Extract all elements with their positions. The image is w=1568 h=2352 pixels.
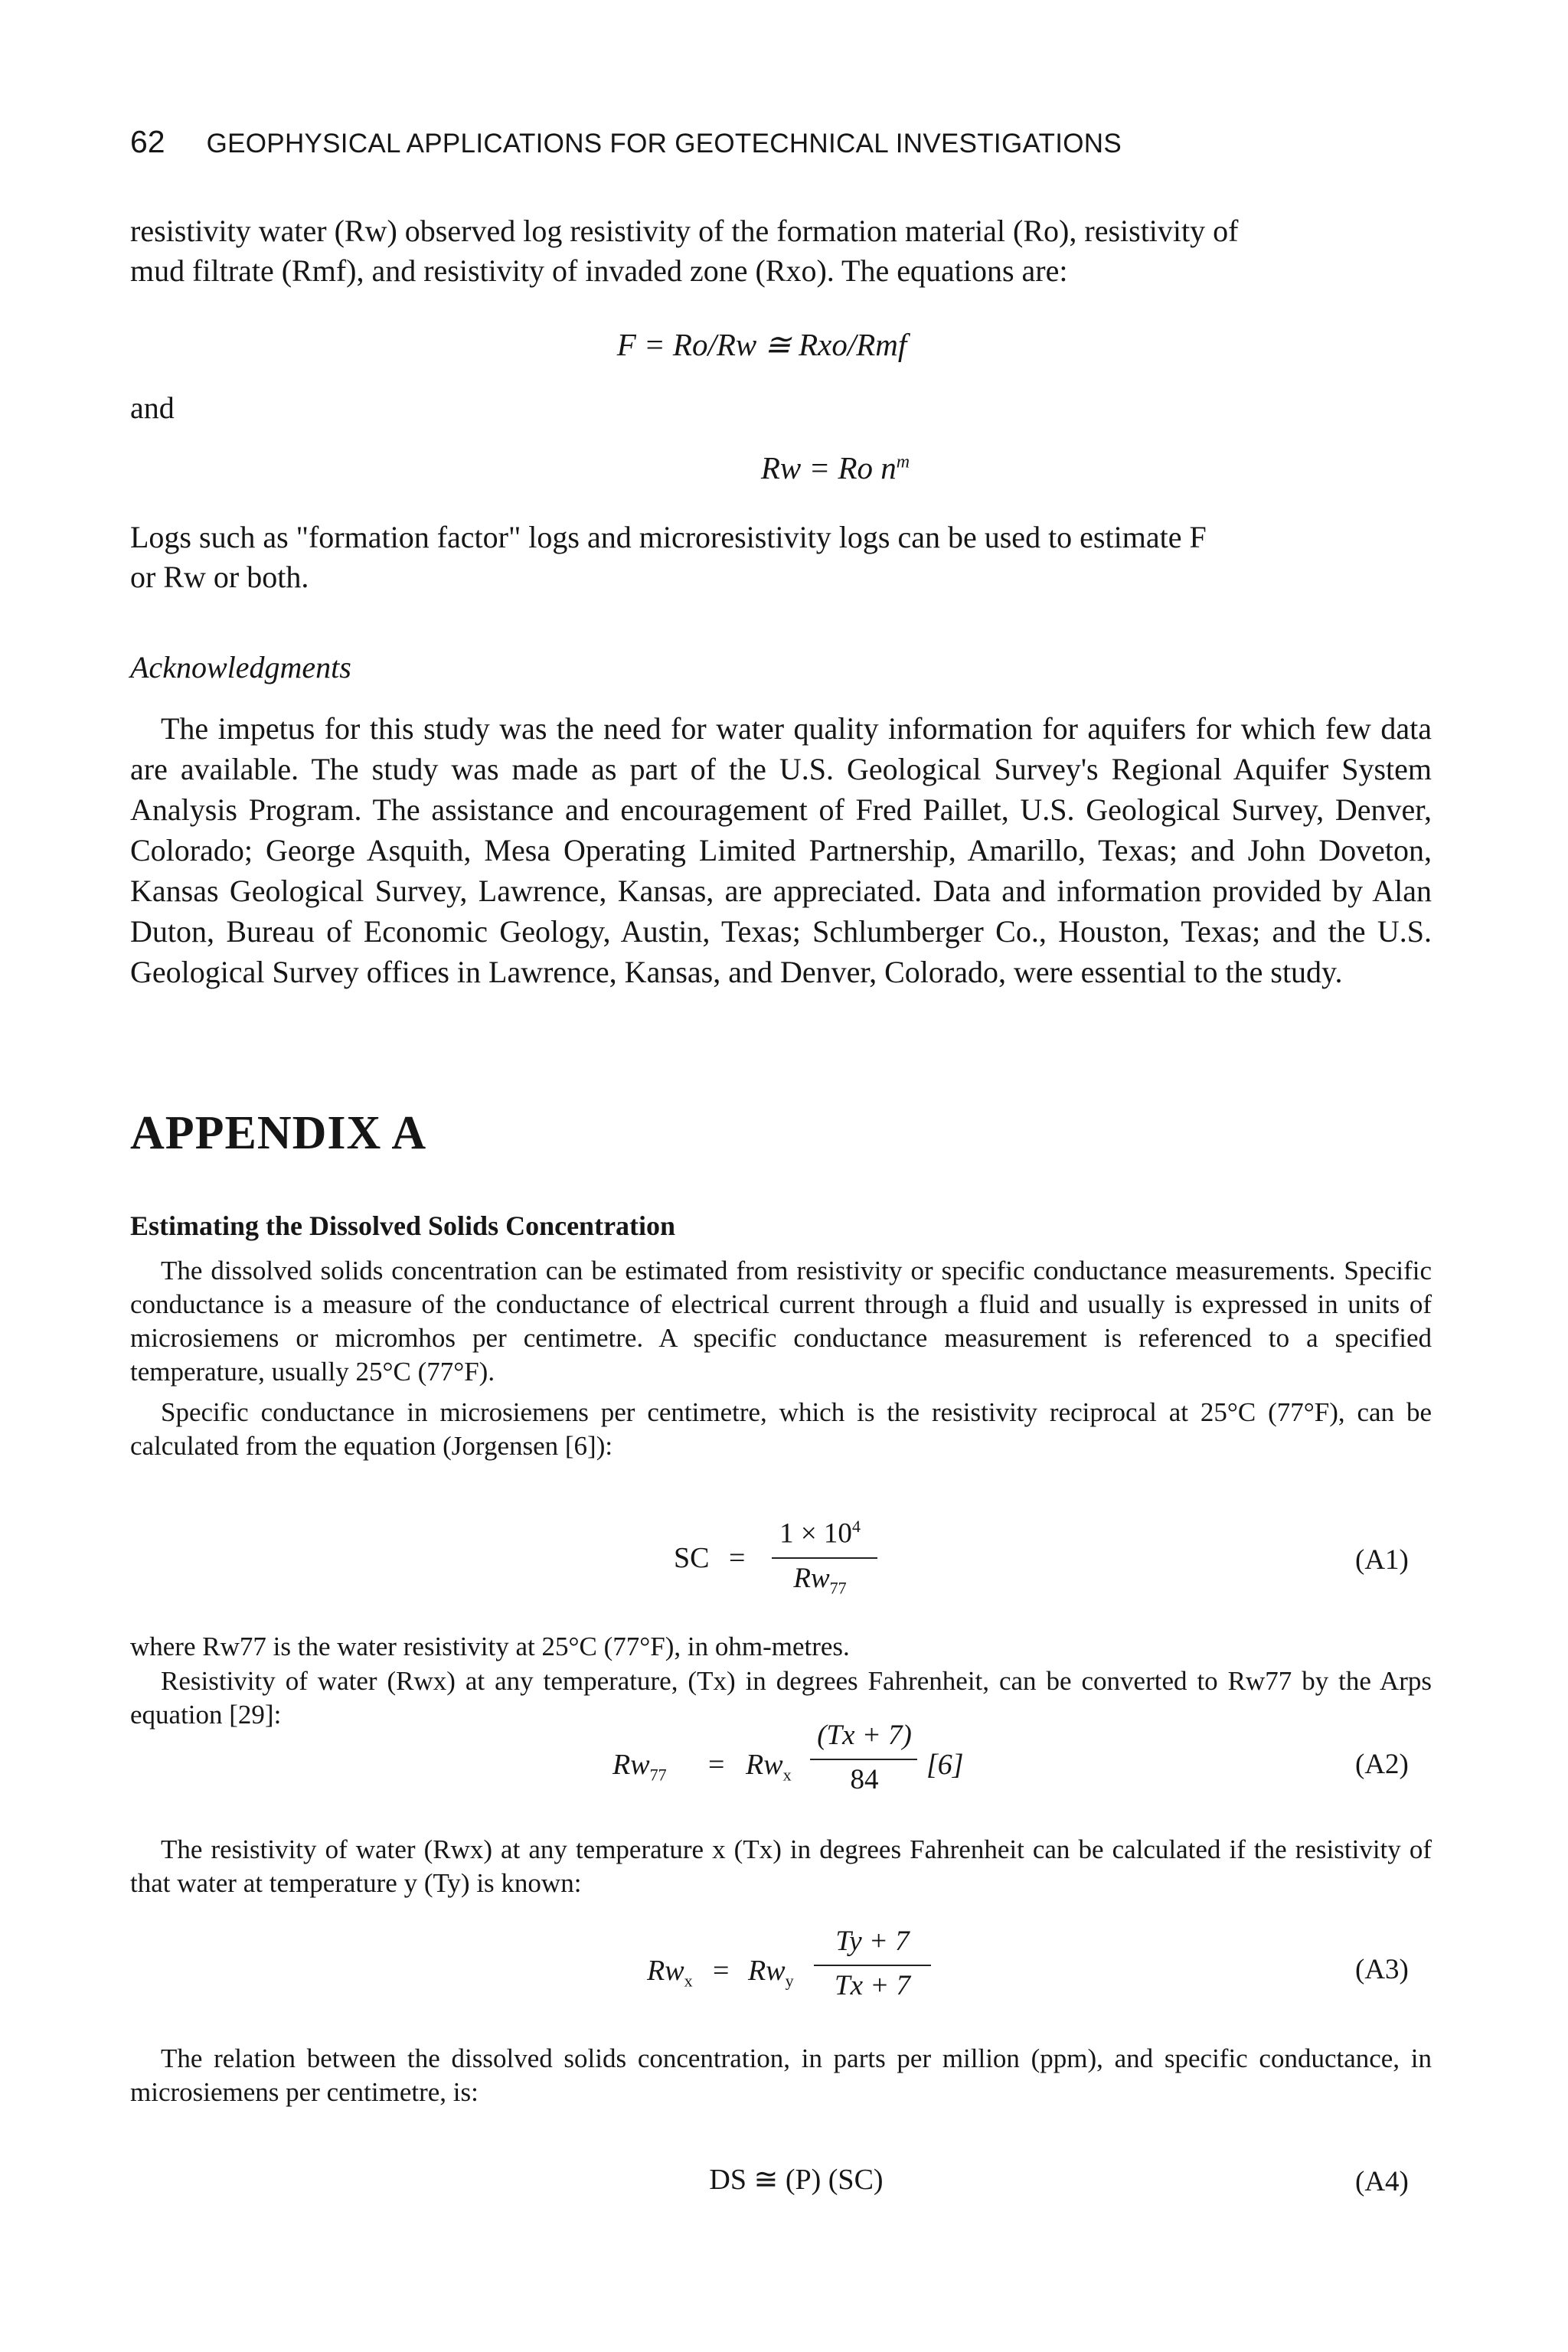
equation-a3-label: (A3)	[1355, 1954, 1409, 1985]
equation-a1-fraction-bar	[772, 1557, 877, 1559]
equation-a3-right	[748, 1954, 794, 1991]
equation-a2	[612, 1719, 980, 1803]
equation-a2-left-subscript: 77	[649, 1765, 667, 1785]
equation-a2-right-base: Rw	[746, 1749, 783, 1781]
equation-a1	[674, 1517, 926, 1600]
equation-a1-denominator-subscript: 77	[829, 1578, 847, 1598]
equation-a2-right-subscript: x	[782, 1765, 792, 1785]
equation-a2-left-base: Rw	[612, 1749, 650, 1781]
appendix-paragraph-2: Specific conductance in microsiemens per centimetre, which is the resistivity reciprocal at 25°C (77°F), can be calculated from the equation (Jorgensen [6]):	[130, 1397, 1432, 1461]
equation-rw	[717, 449, 954, 486]
appendix-paragraph-5: The resistivity of water (Rwx) at any temperature x (Tx) in degrees Fahrenheit can be calculated if the resistivity of that water at temperature y (Ty) is known:	[130, 1834, 1432, 1898]
appendix-heading: APPENDIX A	[130, 1107, 427, 1159]
equation-a2-numerator: (Tx + 7)	[817, 1720, 912, 1751]
logs-line-1: Logs such as "formation factor" logs and microresistivity logs can be used to estimate F	[130, 520, 1207, 554]
appendix-paragraph-6: The relation between the dissolved solids concentration, in parts per million (ppm), and specific conductance, in microsiemens per centimetre, is:	[130, 2043, 1432, 2107]
equation-a2-label: (A2)	[1355, 1749, 1409, 1780]
equation-a1-denominator-base: Rw	[793, 1563, 830, 1594]
appendix-paragraph-3: where Rw77 is the water resistivity at 25°C (77°F), in ohm-metres.	[130, 1632, 850, 1661]
and-word: and	[130, 390, 175, 425]
equation-a1-left: SC	[674, 1542, 710, 1574]
equation-a3-left	[647, 1954, 693, 1991]
intro-paragraph	[130, 211, 1432, 291]
logs-line-2: or Rw or both.	[130, 560, 309, 594]
intro-line-2: mud filtrate (Rmf), and resistivity of invaded zone (Rxo). The equations are:	[130, 253, 1068, 288]
equation-a1-denominator	[763, 1562, 877, 1598]
equation-a2-reference: [6]	[926, 1749, 964, 1781]
equation-a2-left	[612, 1748, 667, 1785]
equation-a2-denominator: 84	[850, 1764, 879, 1795]
page-number: 62	[130, 124, 165, 159]
equation-a1-numerator-text: 1 × 10	[779, 1517, 852, 1550]
page-header	[130, 124, 1432, 160]
equation-a2-fraction-bar	[810, 1759, 917, 1760]
equation-a3	[647, 1926, 946, 2010]
equation-f: F = Ro/Rw ≅ Rxo/Rmf	[616, 327, 907, 362]
acknowledgments-heading: Acknowledgments	[130, 650, 351, 684]
equation-a2-equals: =	[708, 1749, 725, 1781]
equation-a3-denominator: Tx + 7	[835, 1970, 910, 2001]
equation-a1-numerator	[763, 1517, 877, 1550]
equation-a3-left-subscript: x	[684, 1971, 693, 1991]
equation-a3-equals: =	[713, 1955, 730, 1987]
equation-a3-right-subscript: y	[785, 1971, 794, 1991]
equation-a4-label: (A4)	[1355, 2166, 1409, 2197]
appendix-paragraph-4: Resistivity of water (Rwx) at any temperature, (Tx) in degrees Fahrenheit, can be converted to Rw77 by the Arps equation [29]:	[130, 1666, 1432, 1730]
equation-a3-left-base: Rw	[647, 1955, 684, 1987]
appendix-paragraph-1: The dissolved solids concentration can be estimated from resistivity or specific conductance measurements. Specific conductance is a measure of the conductance of electrical current through a fluid and usually is expressed in units of microsiemens or micromhos per centimetre. A specific conductance measurement is referenced to a specified temperature, usually 25°C (77°F).	[130, 1256, 1432, 1387]
equation-rw-exponent: m	[896, 452, 910, 472]
equation-a1-numerator-exponent: 4	[851, 1517, 861, 1536]
equation-a3-numerator: Ty + 7	[835, 1926, 910, 1957]
equation-a1-equals: =	[729, 1542, 746, 1574]
equation-a3-right-base: Rw	[748, 1955, 786, 1987]
equation-rw-text: Rw = Ro n	[760, 450, 897, 485]
equation-a2-right	[746, 1748, 792, 1785]
logs-paragraph	[130, 518, 1432, 597]
appendix-subheading: Estimating the Dissolved Solids Concentration	[130, 1210, 676, 1241]
intro-line-1: resistivity water (Rw) observed log resistivity of the formation material (Ro), resistivity of	[130, 214, 1239, 248]
acknowledgments-paragraph: The impetus for this study was the need for water quality information for aquifers for which few data are available. The study was made as part of the U.S. Geological Survey's Regional Aquifer System Analysis Program. The assistance and encouragement of Fred Paillet, U.S. Geological Survey, Denver, Colorado; George Asquith, Mesa Operating Limited Partnership, Amarillo, Texas; and John Doveton, Kansas Geological Survey, Lawrence, Kansas, are appreciated. Data and information provided by Alan Duton, Bureau of Economic Geology, Austin, Texas; Schlumberger Co., Houston, Texas; and the U.S. Geological Survey offices in Lawrence, Kansas, and Denver, Colorado, were essential to the study.	[130, 711, 1432, 989]
equation-a3-fraction-bar	[814, 1965, 931, 1966]
equation-a4: DS ≅ (P) (SC)	[709, 2164, 884, 2196]
running-title: GEOPHYSICAL APPLICATIONS FOR GEOTECHNICAL INVESTIGATIONS	[206, 129, 1122, 158]
equation-a1-label: (A1)	[1355, 1544, 1409, 1576]
